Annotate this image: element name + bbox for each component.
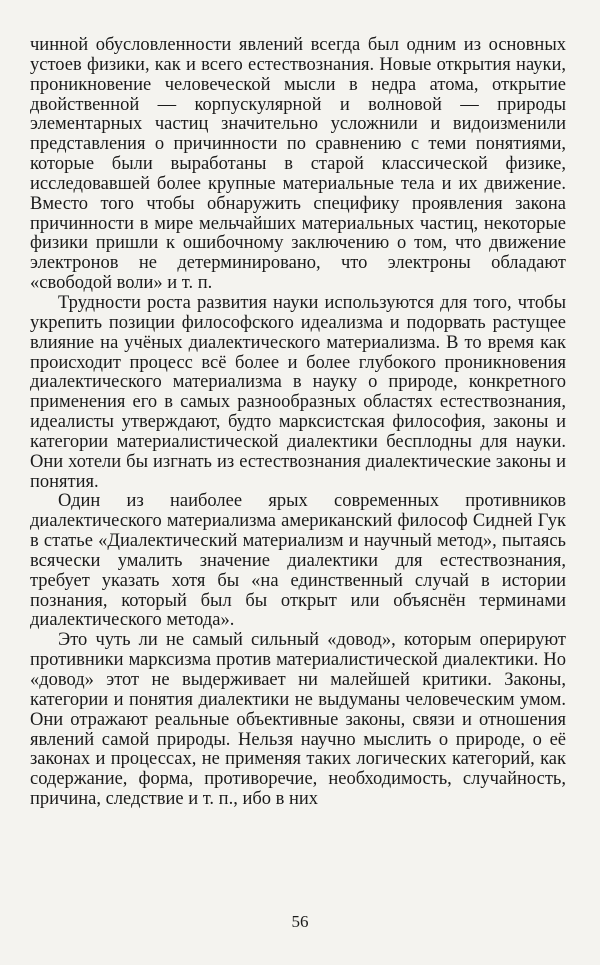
page-body (30, 36, 566, 810)
paragraph-idealism: Трудности роста развития науки используются для того, чтобы укрепить позиции философского идеализма и подорвать растущее влияние на учёных диалектического материализма. В то время как происходит процесс всё более и более глубокого проникновения диалектического материализма в науку о природе, конкретного применения его в самых разнообразных областях естествознания, идеалисты утверждают, будто марксистская философия, законы и категории материалистической диалектики бесплодны для науки. Они хотели бы изгнать из естествознания диалектические законы и понятия. (30, 292, 566, 492)
paragraph-argument: Это чуть ли не самый сильный «довод», которым оперируют противники марксизма против материалистической диалектики. Но «довод» этот не выдерживает ни малейшей критики. Законы, категории и понятия диалектики не выдуманы человеческим умом. Они отражают реальные объективные законы, связи и отношения явлений самой природы. Нельзя научно мыслить о природе, о её законах и процессах, не применяя таких логических категорий, как содержание, форма, противоречие, необходимость, случайность, причина, следствие и т. п., ибо в них (30, 630, 566, 810)
paragraph-causality: чинной обусловленности явлений всегда был одним из основных устоев физики, как и всего естествознания. Новые открытия науки, проникновение человеческой мысли в недра атома, открытие двойственной — корпускулярной и волновой — природы элементарных частиц значительно усложнили и видоизменили представления о причинности по сравнению с теми понятиями, которые были выработаны в старой классической физике, исследовавшей более крупные материальные тела и их движение. Вместо того чтобы обнаружить специфику проявления закона причинности в мире мельчайших материальных частиц, некоторые физики пришли к ошибочному заключению о том, что движение электронов не детерминировано, что электроны обладают «свободой воли» и т. п. (30, 35, 566, 294)
page-number: 56 (291, 912, 309, 931)
paragraph-sidney-hook: Один из наиболее ярых современных противников диалектического материализма американский философ Сидней Гук в статье «Диалектический материализм и научный метод», пытаясь всячески умалить значение диалектики для естествознания, требует указать хотя бы «на единственный случай в истории познания, который был бы открыт или объяснён терминами диалектического метода». (30, 491, 566, 631)
